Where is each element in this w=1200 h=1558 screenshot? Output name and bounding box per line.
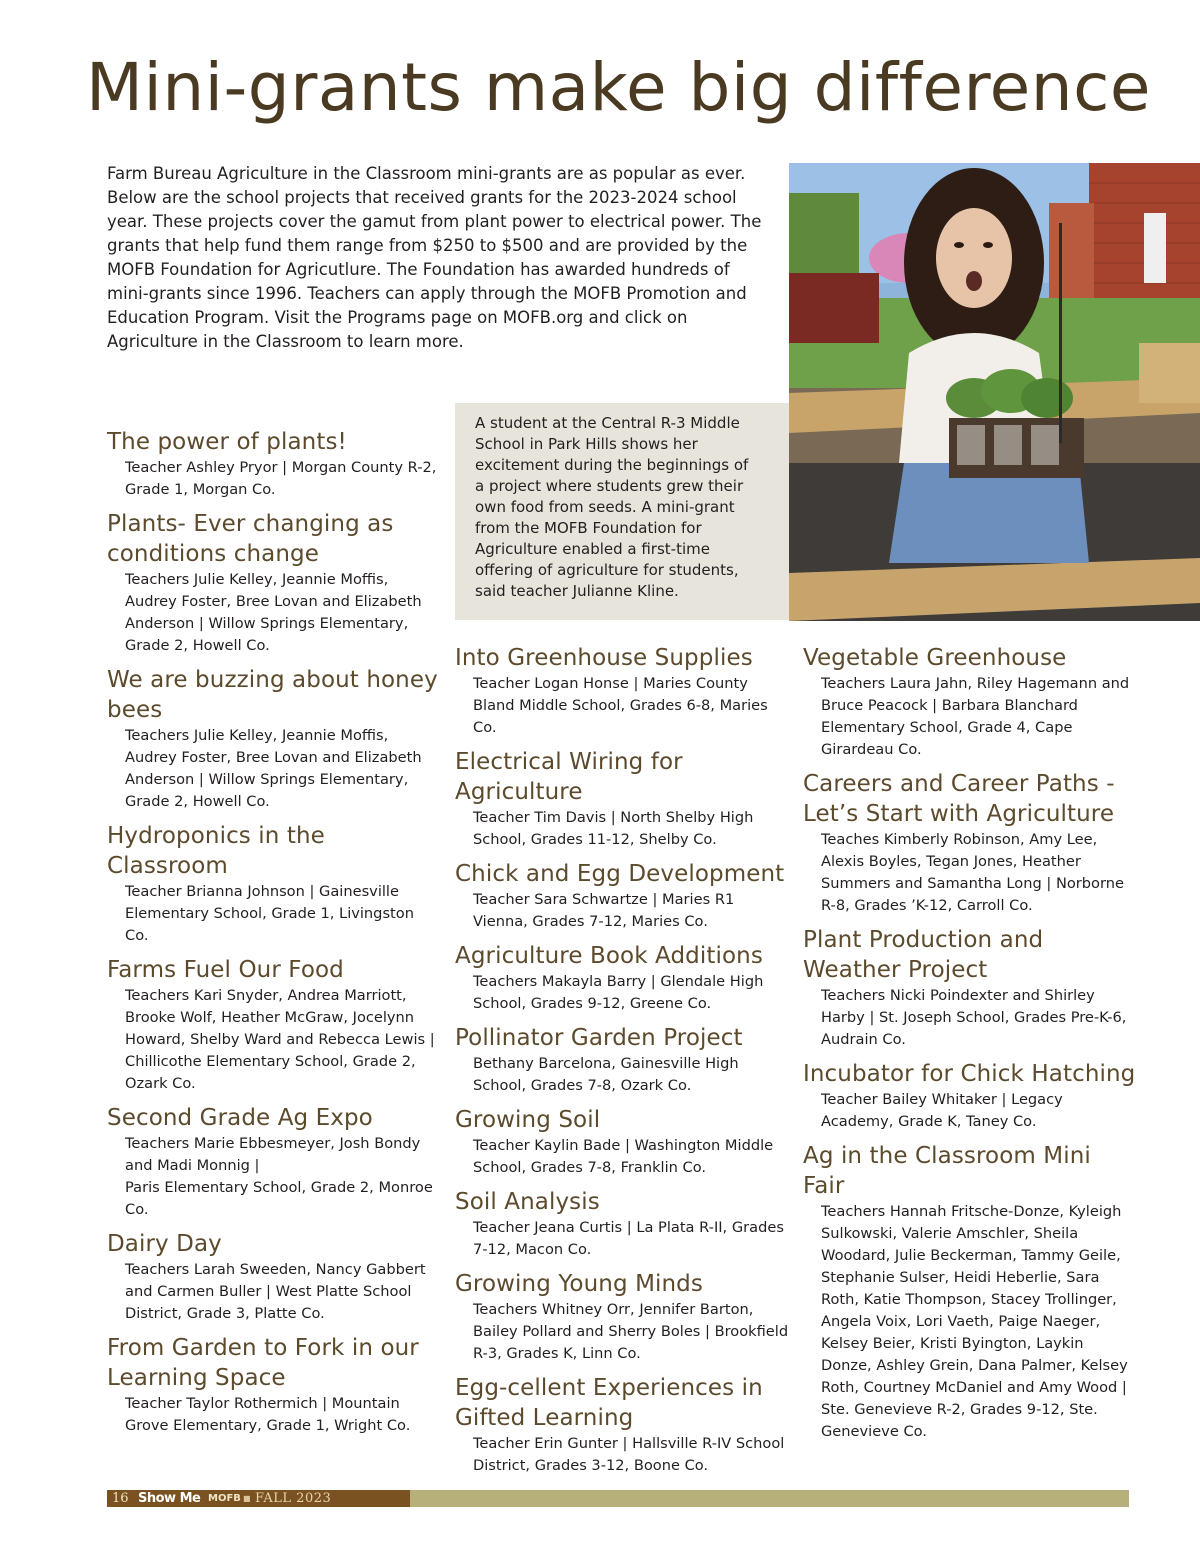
grant-entry [803,925,1138,1051]
grant-details: Teachers Makayla Barry | Glendale High School, Grades 9-12, Greene Co. [473,973,764,1012]
grant-entry [455,747,790,851]
grant-entry [455,1105,790,1179]
grant-title: Plant Production and Weather Project [803,927,1044,983]
grant-details: Teacher Erin Gunter | Hallsville R-IV School District, Grades 3-12, Boone Co. [473,1435,785,1474]
grant-title: Incubator for Chick Hatching [803,1061,1136,1087]
grant-details: Teaches Kimberly Robinson, Amy Lee, Alexis Boyles, Tegan Jones, Heather Summers and Samantha Long | Norborne R-8, Grades ’K-12, Carroll Co. [821,831,1124,914]
grant-details: Teacher Tim Davis | North Shelby High School, Grades 11-12, Shelby Co. [473,809,754,848]
grant-entry [107,665,442,813]
grant-title: Ag in the Classroom Mini Fair [803,1143,1091,1199]
photo-caption: A student at the Central R-3 Middle School in Park Hills shows her excitement during the beginnings of a project where students grew their own food from seeds. A mini-grant from the MOFB Foundation for Agriculture enabled a first-time offering of agriculture for students, said teacher Julianne Kline. [455,403,789,620]
grant-title: We are buzzing about honey bees [107,667,438,723]
grant-entry [803,643,1138,761]
grant-details: Teacher Logan Honse | Maries County Bland Middle School, Grades 6-8, Maries Co. [473,675,768,736]
grant-entry [455,1023,790,1097]
grant-details: Bethany Barcelona, Gainesville High School, Grades 7-8, Ozark Co. [473,1055,739,1094]
grant-details: Teachers Julie Kelley, Jeannie Moffis, Audrey Foster, Bree Lovan and Elizabeth Anderson | Willow Springs Elementary, Grade 2, Howell Co. [125,571,422,654]
grant-title: From Garden to Fork in our Learning Space [107,1335,419,1391]
grant-details: Teachers Hannah Fritsche-Donze, Kyleigh Sulkowski, Valerie Amschler, Sheila Woodard, Julie Beckerman, Tammy Geile, Stephanie Sulser, Heidi Heberlie, Sara Roth, Katie Thompson, Stacey Trollinger, Angela Voix, Lori Vaeth, Paige Naeger, Kelsey Beier, Kristi Byington, Laykin Donze, Ashley Grein, Dana Palmer, Kelsey Roth, Courtney McDaniel and Amy Wood | Ste. Genevieve R-2, Grades 9-12, Ste. Genevieve Co. [821,1203,1128,1440]
page-title: Mini-grants make big difference [86,49,1151,126]
grant-entry [803,769,1138,917]
grant-title: Plants- Ever changing as conditions change [107,511,394,567]
grant-details: Teacher Bailey Whitaker | Legacy Academy, Grade K, Taney Co. [821,1091,1063,1130]
grant-details: Teacher Taylor Rothermich | Mountain Grove Elementary, Grade 1, Wright Co. [125,1395,411,1434]
grant-details: Teachers Laura Jahn, Riley Hagemann and Bruce Peacock | Barbara Blanchard Elementary School, Grade 4, Cape Girardeau Co. [821,675,1130,758]
grant-title: Agriculture Book Additions [455,943,763,969]
page-number: 16 [112,1491,129,1506]
grant-title: Pollinator Garden Project [455,1025,743,1051]
grant-details: Teachers Nicki Poindexter and Shirley Harby | St. Joseph School, Grades Pre-K-6, Audrain Co. [821,987,1127,1048]
grant-details: Teachers Julie Kelley, Jeannie Moffis, Audrey Foster, Bree Lovan and Elizabeth Anderson | Willow Springs Elementary, Grade 2, Howell Co. [125,727,422,810]
grant-entry [455,941,790,1015]
grant-details: Teachers Kari Snyder, Andrea Marriott, Brooke Wolf, Heather McGraw, Jocelynn Howard, Shelby Ward and Rebecca Lewis | Chillicothe Elementary School, Grade 2, Ozark Co. [125,987,435,1092]
grant-title: Egg-cellent Experiences in Gifted Learning [455,1375,763,1431]
grant-entry [107,1333,442,1437]
grant-details: Teacher Ashley Pryor | Morgan County R-2, Grade 1, Morgan Co. [125,459,437,498]
grant-entry [455,859,790,933]
grant-title: Dairy Day [107,1231,222,1257]
grant-entry [455,1269,790,1365]
student-photo [789,163,1200,621]
grant-entry [803,1059,1138,1133]
grant-title: Careers and Career Paths - Let’s Start with Agriculture [803,771,1115,827]
organization-name: MOFB [208,1493,241,1504]
issue-season: FALL 2023 [255,1491,332,1506]
grants-column-2 [455,643,790,1485]
grant-details: Teachers Larah Sweeden, Nancy Gabbert and Carmen Buller | West Platte School District, Grade 3, Platte Co. [125,1261,426,1322]
intro-paragraph: Farm Bureau Agriculture in the Classroom mini-grants are as popular as ever. Below are the school projects that received grants for the 2023-2024 school year. These projects cover the gamut from plant power to electrical power. The grants that help fund them range from $250 to $500 and are provided by the MOFB Foundation for Agricutlure. The Foundation has awarded hundreds of mini-grants since 1996. Teachers can apply through the MOFB Promotion and Education Program. Visit the Programs page on MOFB.org and click on Agriculture in the Classroom to learn more. [107,164,762,351]
grant-title: Chick and Egg Development [455,861,785,887]
magazine-name: Show Me [138,1491,201,1506]
grant-title: Growing Young Minds [455,1271,703,1297]
grant-entry [107,1103,442,1221]
grant-title: Vegetable Greenhouse [803,645,1067,671]
grant-title: Hydroponics in the Classroom [107,823,325,879]
grant-title: Farms Fuel Our Food [107,957,344,983]
grants-column-1 [107,427,442,1445]
grant-entry [803,1141,1138,1443]
grant-entry [107,1229,442,1325]
grants-column-3 [803,643,1138,1451]
grant-details: Teacher Jeana Curtis | La Plata R-II, Grades 7-12, Macon Co. [473,1219,784,1258]
grant-details: Teacher Sara Schwartze | Maries R1 Vienna, Grades 7-12, Maries Co. [473,891,735,930]
grant-entry [107,427,442,501]
footer-masthead [107,1490,410,1507]
grant-title: Growing Soil [455,1107,601,1133]
grant-title: Electrical Wiring for Agriculture [455,749,683,805]
grant-entry [455,1187,790,1261]
grant-details: Teachers Whitney Orr, Jennifer Barton, Bailey Pollard and Sherry Boles | Brookfield R-3, Grades K, Linn Co. [473,1301,789,1362]
page-footer [107,1490,1129,1507]
grant-entry [455,643,790,739]
grant-entry [107,821,442,947]
grant-details: Teacher Brianna Johnson | Gainesville Elementary School, Grade 1, Livingston Co. [125,883,414,944]
grant-title: The power of plants! [107,429,347,455]
grant-details: Teachers Marie Ebbesmeyer, Josh Bondy and Madi Monnig | Paris Elementary School, Grade 2, Monroe Co. [125,1135,433,1218]
grant-entry [107,509,442,657]
square-separator-icon: ■ [243,1494,251,1503]
grant-details: Teacher Kaylin Bade | Washington Middle School, Grades 7-8, Franklin Co. [473,1137,774,1176]
grant-title: Into Greenhouse Supplies [455,645,753,671]
grant-entry [455,1373,790,1477]
grant-entry [107,955,442,1095]
grant-title: Soil Analysis [455,1189,600,1215]
grant-title: Second Grade Ag Expo [107,1105,373,1131]
